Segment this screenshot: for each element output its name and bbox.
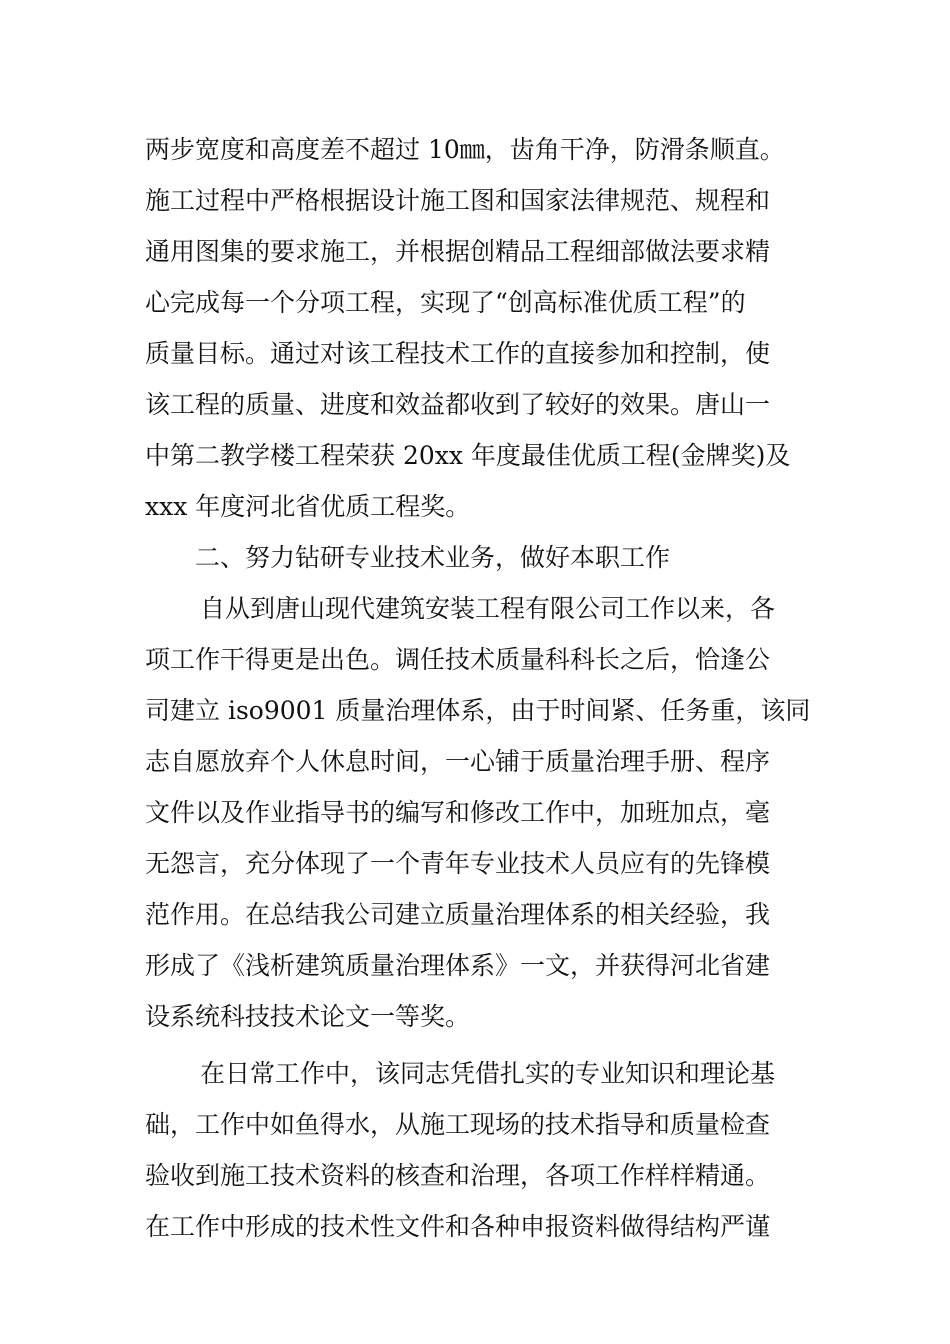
text-line: 设系统科技技术论文一等奖。	[145, 1002, 471, 1031]
text-line: 形成了《浅析建筑质量治理体系》一文，并获得河北省建	[145, 951, 771, 980]
text-line: 该工程的质量、进度和效益都收到了较好的效果。唐山一	[145, 390, 771, 419]
text-line: 质量目标。通过对该工程技术工作的直接参加和控制，使	[145, 339, 771, 368]
paragraph-start: 在日常工作中，该同志凭借扎实的专业知识和理论基	[200, 1059, 776, 1088]
text-line: 在工作中形成的技术性文件和各种申报资料做得结构严谨	[145, 1212, 771, 1241]
section-heading: 二、努力钻研专业技术业务，做好本职工作	[195, 543, 671, 572]
text-line: 司建立 iso9001 质量治理体系，由于时间紧、任务重，该同	[145, 696, 811, 725]
text-line: 验收到施工技术资料的核查和治理，各项工作样样精通。	[145, 1161, 771, 1190]
text-line: 施工过程中严格根据设计施工图和国家法律规范、规程和	[145, 186, 771, 215]
text-line: 中第二教学楼工程荣获 20xx 年度最佳优质工程(金牌奖)及	[145, 441, 791, 470]
paragraph-start: 自从到唐山现代建筑安装工程有限公司工作以来，各	[200, 594, 776, 623]
text-line: 项工作干得更是出色。调任技术质量科科长之后，恰逢公	[145, 645, 771, 674]
text-line: 两步宽度和高度差不超过 10㎜，齿角干净，防滑条顺直。	[145, 135, 785, 164]
text-line: 通用图集的要求施工，并根据创精品工程细部做法要求精	[145, 237, 771, 266]
text-line: 范作用。在总结我公司建立质量治理体系的相关经验，我	[145, 900, 771, 929]
text-line: 志自愿放弃个人休息时间，一心铺于质量治理手册、程序	[145, 747, 771, 776]
text-line: xxx 年度河北省优质工程奖。	[145, 492, 471, 521]
text-line: 文件以及作业指导书的编写和修改工作中，加班加点，毫	[145, 798, 771, 827]
text-line: 心完成每一个分项工程，实现了“创高标准优质工程”的	[145, 288, 746, 317]
text-line: 无怨言，充分体现了一个青年专业技术人员应有的先锋模	[145, 849, 771, 878]
text-line: 础，工作中如鱼得水，从施工现场的技术指导和质量检查	[145, 1110, 771, 1139]
